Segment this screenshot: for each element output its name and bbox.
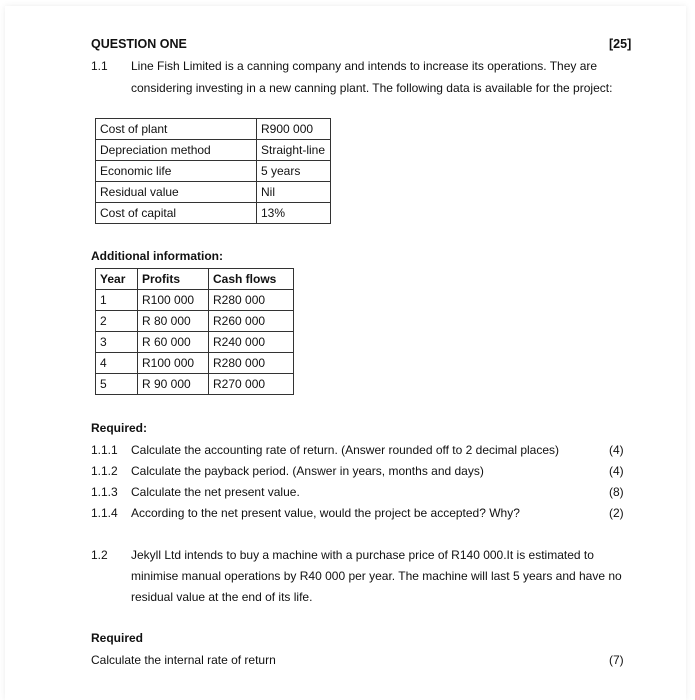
cell-profits: R 80 000 xyxy=(138,311,209,332)
required-heading: Required: xyxy=(91,421,148,435)
project-label: Residual value xyxy=(96,182,257,203)
project-value: 13% xyxy=(257,203,331,224)
header-year: Year xyxy=(96,269,138,290)
req-number: 1.1.3 xyxy=(91,485,118,499)
table-row xyxy=(96,332,294,353)
table-row xyxy=(96,203,331,224)
required2-marks: (7) xyxy=(609,653,624,667)
cell-year: 3 xyxy=(96,332,138,353)
q12-number: 1.2 xyxy=(91,548,108,562)
req-number: 1.1.2 xyxy=(91,464,118,478)
req-marks: (4) xyxy=(609,464,624,478)
req-number: 1.1.4 xyxy=(91,506,118,520)
additional-heading: Additional information: xyxy=(91,249,223,263)
table-row xyxy=(96,161,331,182)
project-label: Cost of capital xyxy=(96,203,257,224)
q12-line-3: residual value at the end of its life. xyxy=(131,590,313,604)
project-label: Depreciation method xyxy=(96,140,257,161)
cell-cashflow: R280 000 xyxy=(209,353,294,374)
cell-year: 5 xyxy=(96,374,138,395)
req-marks: (2) xyxy=(609,506,624,520)
required2-text: Calculate the internal rate of return xyxy=(91,653,276,667)
question-marks: [25] xyxy=(609,37,632,51)
project-value: Straight-line xyxy=(257,140,331,161)
q12-line-2: minimise manual operations by R40 000 per year. The machine will last 5 years and have no xyxy=(131,569,622,583)
project-value: R900 000 xyxy=(257,119,331,140)
cell-profits: R100 000 xyxy=(138,290,209,311)
document-page xyxy=(5,6,686,700)
req-text: According to the net present value, would the project be accepted? Why? xyxy=(131,506,520,520)
cell-year: 4 xyxy=(96,353,138,374)
header-cashflows: Cash flows xyxy=(209,269,294,290)
table-row xyxy=(96,182,331,203)
q11-number: 1.1 xyxy=(91,59,108,73)
cell-cashflow: R240 000 xyxy=(209,332,294,353)
cell-year: 1 xyxy=(96,290,138,311)
q11-line-2: considering investing in a new canning plant. The following data is available for the project: xyxy=(131,81,613,95)
req-marks: (8) xyxy=(609,485,624,499)
cashflow-table xyxy=(95,268,294,395)
required2-heading: Required xyxy=(91,631,144,645)
req-text: Calculate the payback period. (Answer in years, months and days) xyxy=(131,464,484,478)
q11-line-1: Line Fish Limited is a canning company and intends to increase its operations. They are xyxy=(131,59,598,73)
cell-cashflow: R260 000 xyxy=(209,311,294,332)
cell-profits: R100 000 xyxy=(138,353,209,374)
table-row xyxy=(96,311,294,332)
q12-line-1: Jekyll Ltd intends to buy a machine with a purchase price of R140 000.It is estimated to xyxy=(131,548,594,562)
table-row xyxy=(96,374,294,395)
cell-profits: R 60 000 xyxy=(138,332,209,353)
project-label: Economic life xyxy=(96,161,257,182)
cell-profits: R 90 000 xyxy=(138,374,209,395)
req-text: Calculate the net present value. xyxy=(131,485,300,499)
header-profits: Profits xyxy=(138,269,209,290)
table-row xyxy=(96,119,331,140)
table-header-row xyxy=(96,269,294,290)
cell-cashflow: R270 000 xyxy=(209,374,294,395)
project-value: Nil xyxy=(257,182,331,203)
table-row xyxy=(96,140,331,161)
project-data-table xyxy=(95,118,331,224)
cell-cashflow: R280 000 xyxy=(209,290,294,311)
project-label: Cost of plant xyxy=(96,119,257,140)
project-value: 5 years xyxy=(257,161,331,182)
table-row xyxy=(96,353,294,374)
req-number: 1.1.1 xyxy=(91,443,118,457)
req-marks: (4) xyxy=(609,443,624,457)
cell-year: 2 xyxy=(96,311,138,332)
req-text: Calculate the accounting rate of return. (Answer rounded off to 2 decimal places) xyxy=(131,443,560,457)
question-title: QUESTION ONE xyxy=(91,37,187,51)
table-row xyxy=(96,290,294,311)
